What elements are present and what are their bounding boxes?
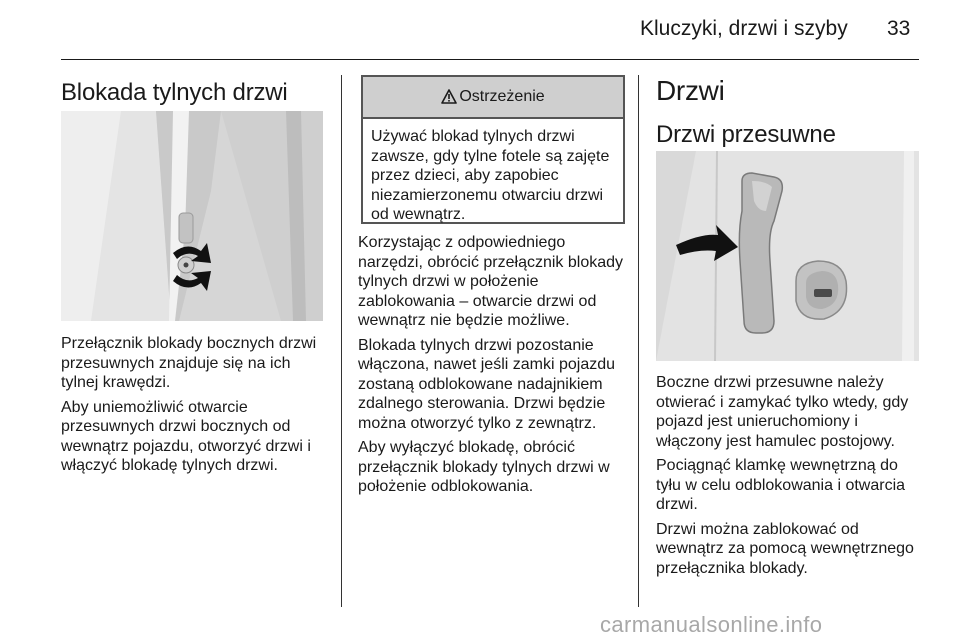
warning-header xyxy=(363,77,623,119)
sliding-door-handle-illustration xyxy=(656,151,919,361)
left-paragraph-1: Przełącznik blokady bocznych drzwi przesuwnych znajduje się na ich tylnej krawędzi. xyxy=(61,335,317,391)
column-divider-left xyxy=(341,75,342,607)
warning-text: Używać blokad tylnych drzwi zawsze, gdy tylne fotele są zajęte przez dzieci, aby zapobiec niezamierzonemu otwarciu drzwi od wewnątrz. xyxy=(371,128,610,223)
subheading-sliding-doors: Drzwi przesuwne xyxy=(656,121,836,148)
column-divider-right xyxy=(638,75,639,607)
running-header-title: Kluczyki, drzwi i szyby xyxy=(640,17,848,40)
warning-triangle-icon xyxy=(441,80,457,120)
right-paragraph-3: Drzwi można zablokować od wewnątrz za pomocą wewnętrznego przełącznika blokady. xyxy=(656,520,914,577)
left-section-heading-wrap xyxy=(61,79,331,107)
middle-paragraph-2: Blokada tylnych drzwi pozostanie włączona, nawet jeśli zamki pojazdu zostaną odblokowane nadajnikiem zdalnego sterowania. Drzwi będzie można otworzyć tylko z zewnątrz. xyxy=(358,336,616,432)
right-paragraph-1: Boczne drzwi przesuwne należy otwierać i zamykać tylko wtedy, gdy pojazd jest unieruchomiony i włączony jest hamulec postojowy. xyxy=(656,374,909,450)
rear-door-lock-illustration xyxy=(61,111,323,321)
section-heading-doors: Drzwi xyxy=(656,75,725,106)
warning-box xyxy=(361,75,625,224)
left-paragraph-2: Aby uniemożliwić otwarcie przesuwnych drzwi bocznych od wewnątrz pojazdu, otworzyć drzwi i włączyć blokadę tylnych drzwi. xyxy=(61,398,311,474)
watermark: carmanualsonline.info xyxy=(600,612,823,637)
header-rule xyxy=(61,59,919,60)
middle-paragraph-3: Aby wyłączyć blokadę, obrócić przełącznik blokady tylnych drzwi w położenie odblokowania. xyxy=(358,439,610,495)
page-number: 33 xyxy=(887,17,911,40)
middle-body-text xyxy=(358,233,630,497)
right-body-text xyxy=(656,373,918,578)
right-headings xyxy=(656,75,918,149)
right-paragraph-2: Pociągnąć klamkę wewnętrzną do tyłu w celu odblokowania i otwarcia drzwi. xyxy=(656,457,906,513)
left-body-text xyxy=(61,334,329,476)
section-heading-rear-door-lock: Blokada tylnych drzwi xyxy=(61,79,288,106)
warning-title: Ostrzeżenie xyxy=(459,88,545,105)
middle-paragraph-1: Korzystając z odpowiedniego narzędzi, obrócić przełącznik blokady tylnych drzwi w położenie zablokowania – otwarcie drzwi od wewnątrz nie będzie możliwe. xyxy=(358,234,624,329)
